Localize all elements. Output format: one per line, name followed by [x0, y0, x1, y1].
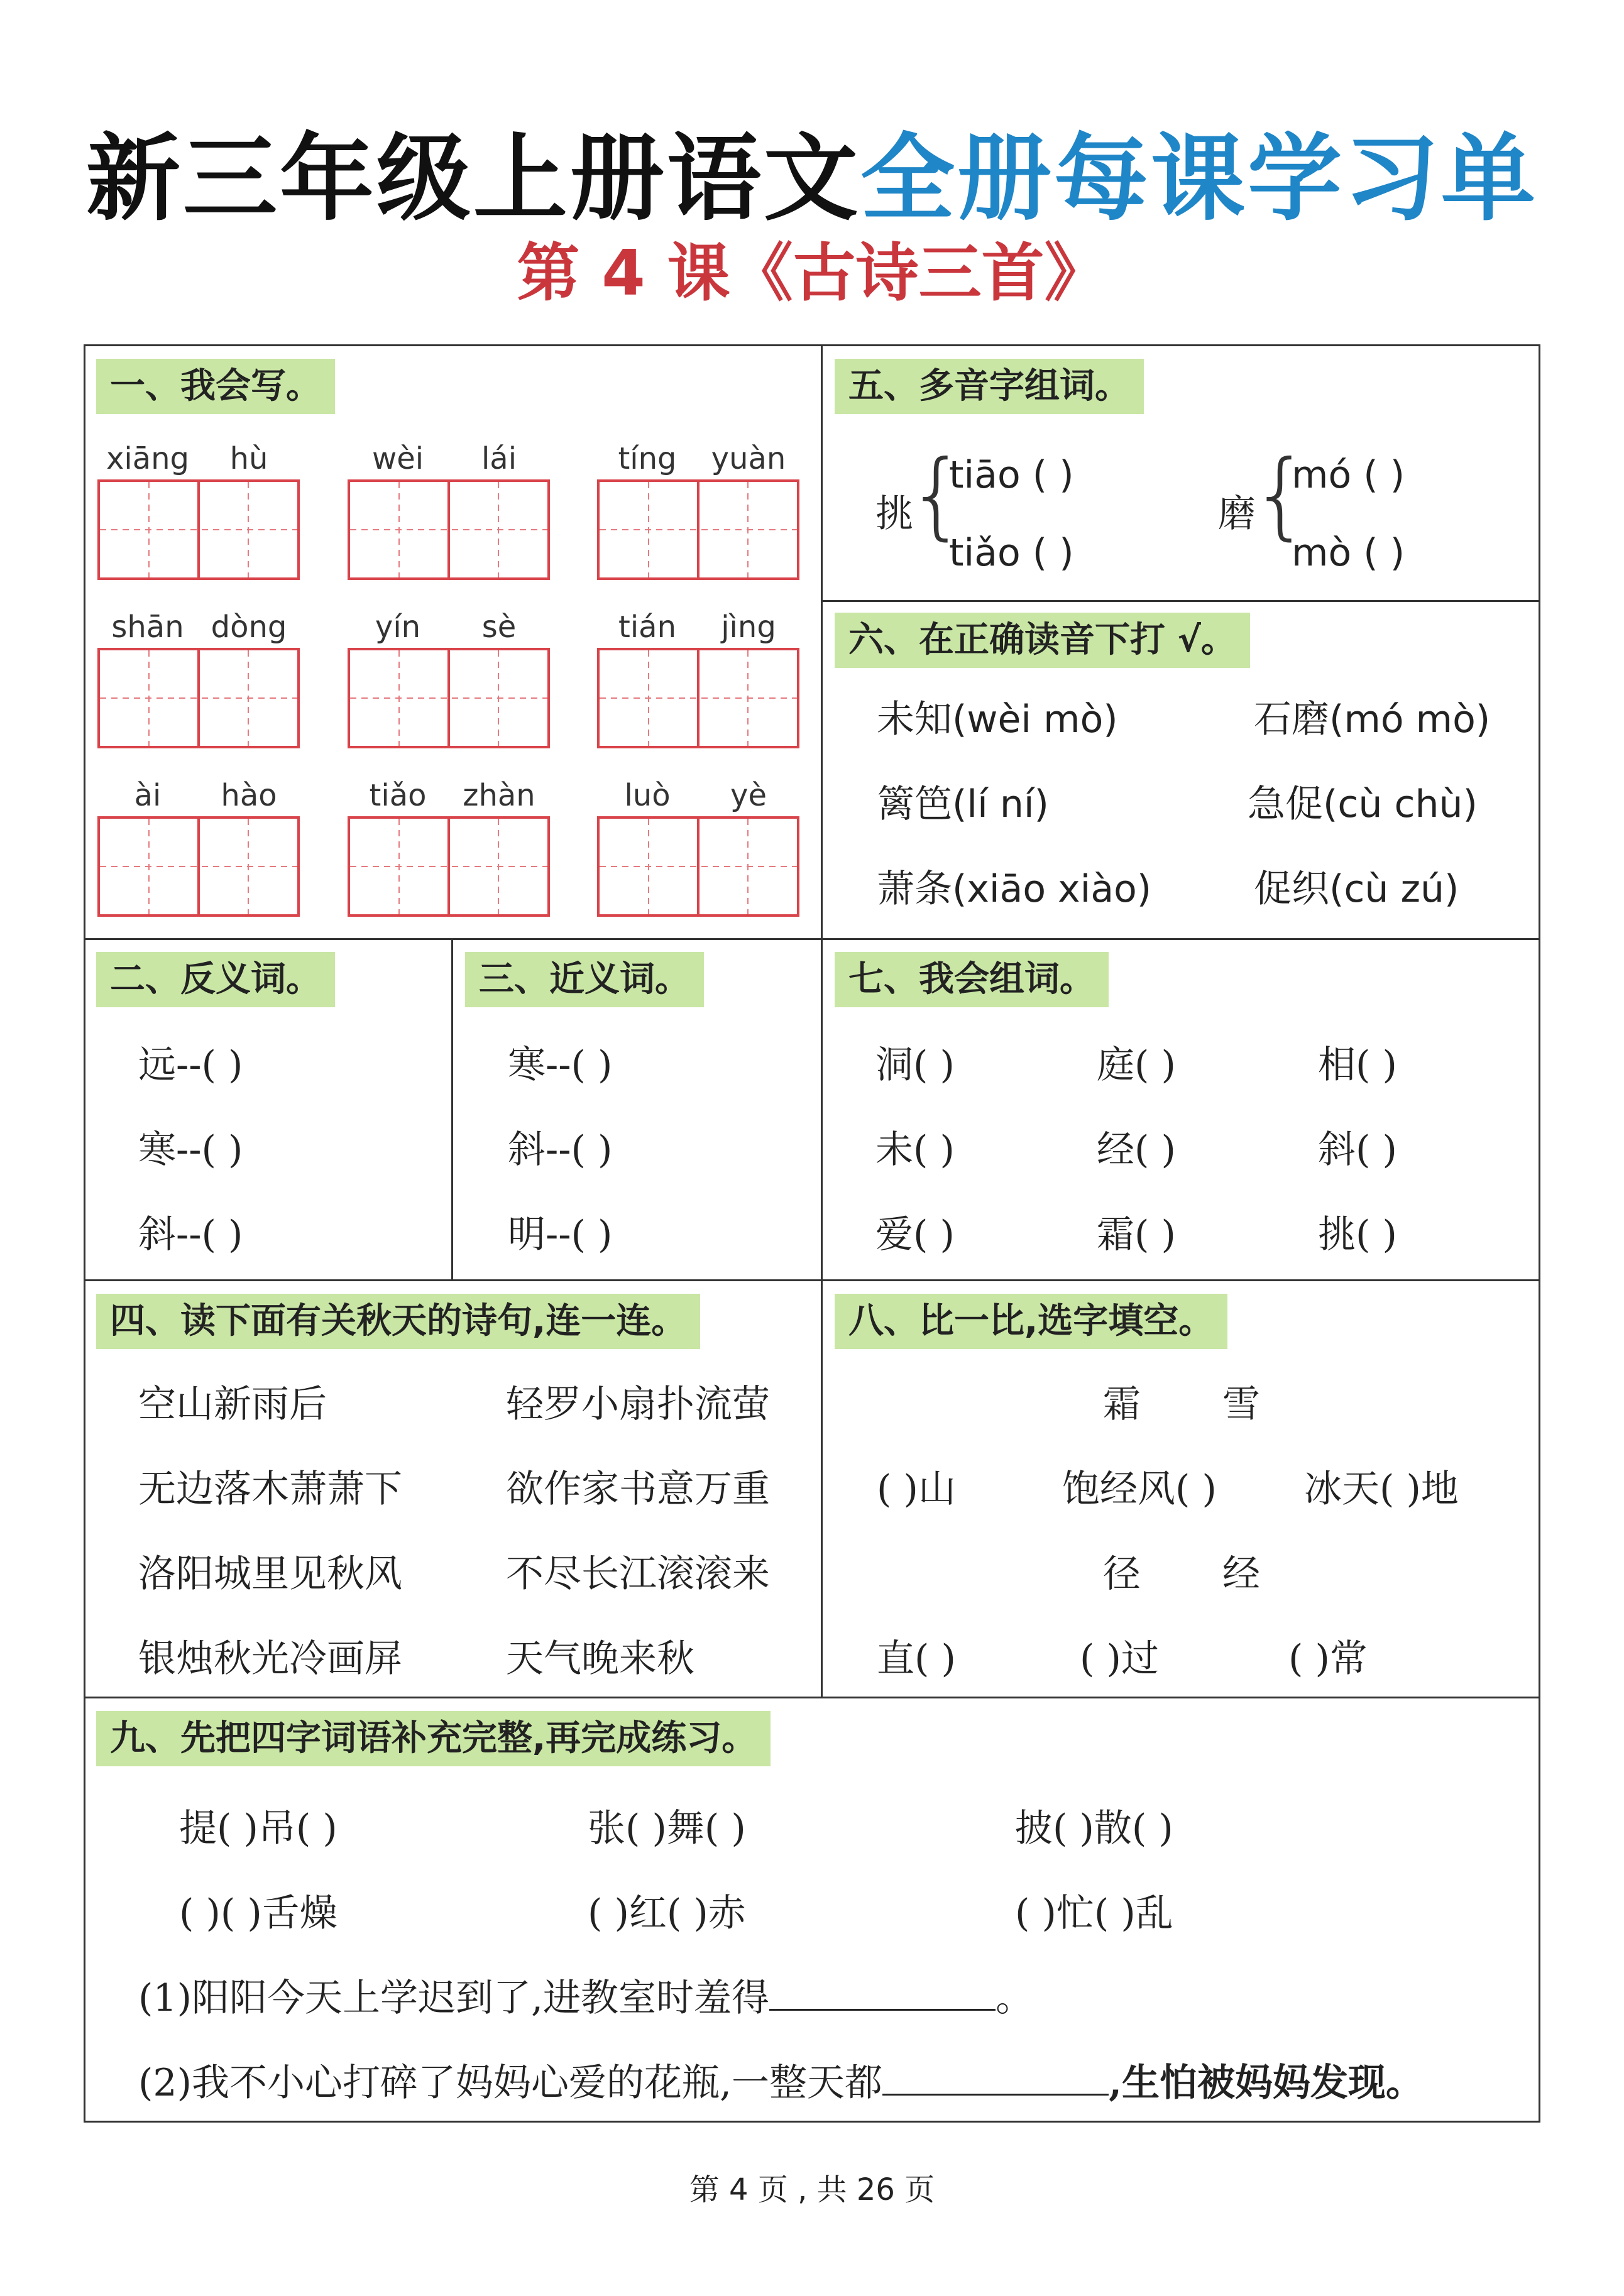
- antonym-item: 寒--( ): [138, 1128, 243, 1172]
- question-end: 。: [996, 1976, 1034, 2020]
- pinyin-label: sè: [481, 610, 517, 645]
- question-text: (2)我不小心打碎了妈妈心爱的花瓶,一整天都: [138, 2061, 883, 2105]
- pron-item-5: [877, 864, 1151, 914]
- pron-word: 未知: [877, 697, 952, 741]
- polyphone-2a: mó ( ): [1292, 453, 1405, 497]
- compound-item: 霜( ): [1097, 1213, 1176, 1257]
- divider-h-2: [84, 938, 1540, 940]
- synonym-item: 斜--( ): [508, 1128, 613, 1172]
- question-end: ,生怕被妈妈发现。: [1109, 2061, 1424, 2105]
- writing-grid-box[interactable]: [348, 648, 550, 748]
- pron-item-6: [1254, 864, 1459, 914]
- pron-options: (cù chù): [1323, 782, 1478, 826]
- poem-line-left: 无边落木萧萧下: [138, 1467, 402, 1511]
- writing-grid-box[interactable]: [597, 816, 799, 917]
- compound-item: 挑( ): [1318, 1213, 1397, 1257]
- pron-item-3: [877, 779, 1049, 829]
- poem-line-right: 欲作家书意万重: [506, 1467, 770, 1511]
- writing-grid-box[interactable]: [97, 479, 300, 580]
- polyphone-1a: tiāo ( ): [949, 453, 1074, 497]
- answer-blank[interactable]: [769, 1974, 996, 2011]
- divider-h-1: [821, 600, 1540, 602]
- pron-item-4: [1248, 779, 1478, 829]
- writing-grid-box[interactable]: [348, 816, 550, 917]
- pinyin-label: lái: [481, 441, 517, 476]
- fill-item: 饱经风( ): [1062, 1467, 1217, 1511]
- pinyin-label: zhàn: [463, 778, 535, 813]
- compound-item: 经( ): [1097, 1128, 1176, 1172]
- choice-char: 径: [1103, 1552, 1141, 1596]
- pron-word: 促织: [1254, 867, 1329, 911]
- idiom-item: 披( )散( ): [1015, 1807, 1173, 1850]
- compound-item: 相( ): [1318, 1043, 1397, 1087]
- pinyin-label: yín: [375, 610, 421, 645]
- brace-1: {: [907, 440, 967, 550]
- section-5-header: 五、多音字组词。: [835, 359, 1144, 414]
- section-8-header: 八、比一比,选字填空。: [835, 1294, 1227, 1349]
- divider-h-4: [84, 1697, 1540, 1698]
- pinyin-label: yuàn: [711, 441, 786, 476]
- pinyin-label: hù: [229, 441, 268, 476]
- writing-grid-box[interactable]: [97, 648, 300, 748]
- pinyin-label: luò: [624, 778, 671, 813]
- section-9-header: 九、先把四字词语补充完整,再完成练习。: [96, 1711, 771, 1766]
- answer-blank[interactable]: [882, 2058, 1109, 2096]
- divider-v-2-3: [451, 938, 453, 1279]
- divider-v-main: [821, 344, 823, 1697]
- pinyin-label: dòng: [211, 610, 287, 645]
- pinyin-label: tíng: [618, 441, 677, 476]
- pinyin-label: hào: [221, 778, 277, 813]
- idiom-item: ( )红( )赤: [588, 1891, 746, 1935]
- poem-line-left: 空山新雨后: [138, 1382, 327, 1426]
- poem-line-right: 不尽长江滚滚来: [506, 1552, 770, 1596]
- pinyin-label: wèi: [371, 441, 424, 476]
- polyphone-char-2: 磨: [1218, 492, 1256, 536]
- choice-char: 霜: [1103, 1382, 1141, 1426]
- polyphone-char-1: 挑: [875, 492, 913, 536]
- idiom-item: 张( )舞( ): [588, 1807, 746, 1850]
- idiom-item: 提( )吊( ): [179, 1807, 337, 1850]
- poem-line-left: 洛阳城里见秋风: [138, 1552, 402, 1596]
- pinyin-label: shān: [111, 610, 184, 645]
- writing-grid-box[interactable]: [97, 816, 300, 917]
- pron-options: (wèi mò): [952, 697, 1118, 741]
- pinyin-label: jìng: [721, 610, 776, 645]
- section-3-header: 三、近义词。: [465, 952, 704, 1007]
- pinyin-label: xiāng: [106, 441, 190, 476]
- compound-item: 庭( ): [1097, 1043, 1176, 1087]
- poem-line-right: 天气晚来秋: [506, 1637, 694, 1681]
- section-1-header: 一、我会写。: [96, 359, 335, 414]
- compound-item: 洞( ): [875, 1043, 955, 1087]
- title-blue: 全册每课学习单: [860, 124, 1539, 234]
- writing-grid-box[interactable]: [597, 479, 799, 580]
- section-7-header: 七、我会组词。: [835, 952, 1109, 1007]
- page-title: [0, 123, 1624, 236]
- pron-item-1: [877, 694, 1118, 745]
- choice-char: 经: [1222, 1552, 1260, 1596]
- compound-item: 未( ): [875, 1128, 955, 1172]
- section-2-header: 二、反义词。: [96, 952, 335, 1007]
- pinyin-label: yè: [730, 778, 767, 813]
- antonym-item: 远--( ): [138, 1043, 243, 1087]
- exercise-question-1: [138, 1973, 1033, 2023]
- pron-options: (lí ní): [952, 782, 1049, 826]
- pron-word: 篱笆: [877, 782, 952, 826]
- exercise-question-2: [138, 2058, 1424, 2108]
- idiom-item: ( )( )舌燥: [179, 1891, 337, 1935]
- question-text: (1)阳阳今天上学迟到了,进教室时羞得: [138, 1976, 770, 2020]
- antonym-item: 斜--( ): [138, 1213, 243, 1257]
- title-black: 新三年级上册语文: [85, 124, 860, 234]
- writing-grid-box[interactable]: [597, 648, 799, 748]
- section-4-header: 四、读下面有关秋天的诗句,连一连。: [96, 1294, 700, 1349]
- brace-2: {: [1251, 440, 1311, 550]
- writing-grid-box[interactable]: [348, 479, 550, 580]
- poem-line-right: 轻罗小扇扑流萤: [506, 1382, 770, 1426]
- fill-item: 直( ): [877, 1637, 956, 1681]
- divider-h-3: [84, 1279, 1540, 1281]
- poem-line-left: 银烛秋光冷画屏: [138, 1637, 402, 1681]
- idiom-item: ( )忙( )乱: [1015, 1891, 1173, 1935]
- fill-item: ( )常: [1288, 1637, 1368, 1681]
- synonym-item: 寒--( ): [508, 1043, 613, 1087]
- pron-item-2: [1254, 694, 1490, 745]
- pron-options: (mó mò): [1329, 697, 1491, 741]
- pron-word: 急促: [1248, 782, 1323, 826]
- polyphone-2b: mò ( ): [1292, 531, 1405, 575]
- fill-item: ( )过: [1080, 1637, 1159, 1681]
- fill-item: ( )山: [877, 1467, 956, 1511]
- pron-options: (cù zú): [1329, 867, 1459, 911]
- lesson-subtitle: 第 4 课《古诗三首》: [517, 236, 1107, 310]
- pron-word: 萧条: [877, 867, 952, 911]
- pinyin-label: tiǎo: [369, 778, 427, 813]
- polyphone-1b: tiǎo ( ): [949, 531, 1074, 575]
- pinyin-label: ài: [134, 778, 162, 813]
- synonym-item: 明--( ): [508, 1213, 613, 1257]
- section-6-header: 六、在正确读音下打 √。: [835, 613, 1250, 668]
- fill-item: 冰天( )地: [1304, 1467, 1459, 1511]
- choice-char: 雪: [1222, 1382, 1260, 1426]
- compound-item: 斜( ): [1318, 1128, 1397, 1172]
- compound-item: 爱( ): [875, 1213, 955, 1257]
- pinyin-label: tián: [618, 610, 676, 645]
- pron-word: 石磨: [1254, 697, 1329, 741]
- page-footer: 第 4 页 , 共 26 页: [689, 2172, 935, 2207]
- pron-options: (xiāo xiào): [952, 867, 1152, 911]
